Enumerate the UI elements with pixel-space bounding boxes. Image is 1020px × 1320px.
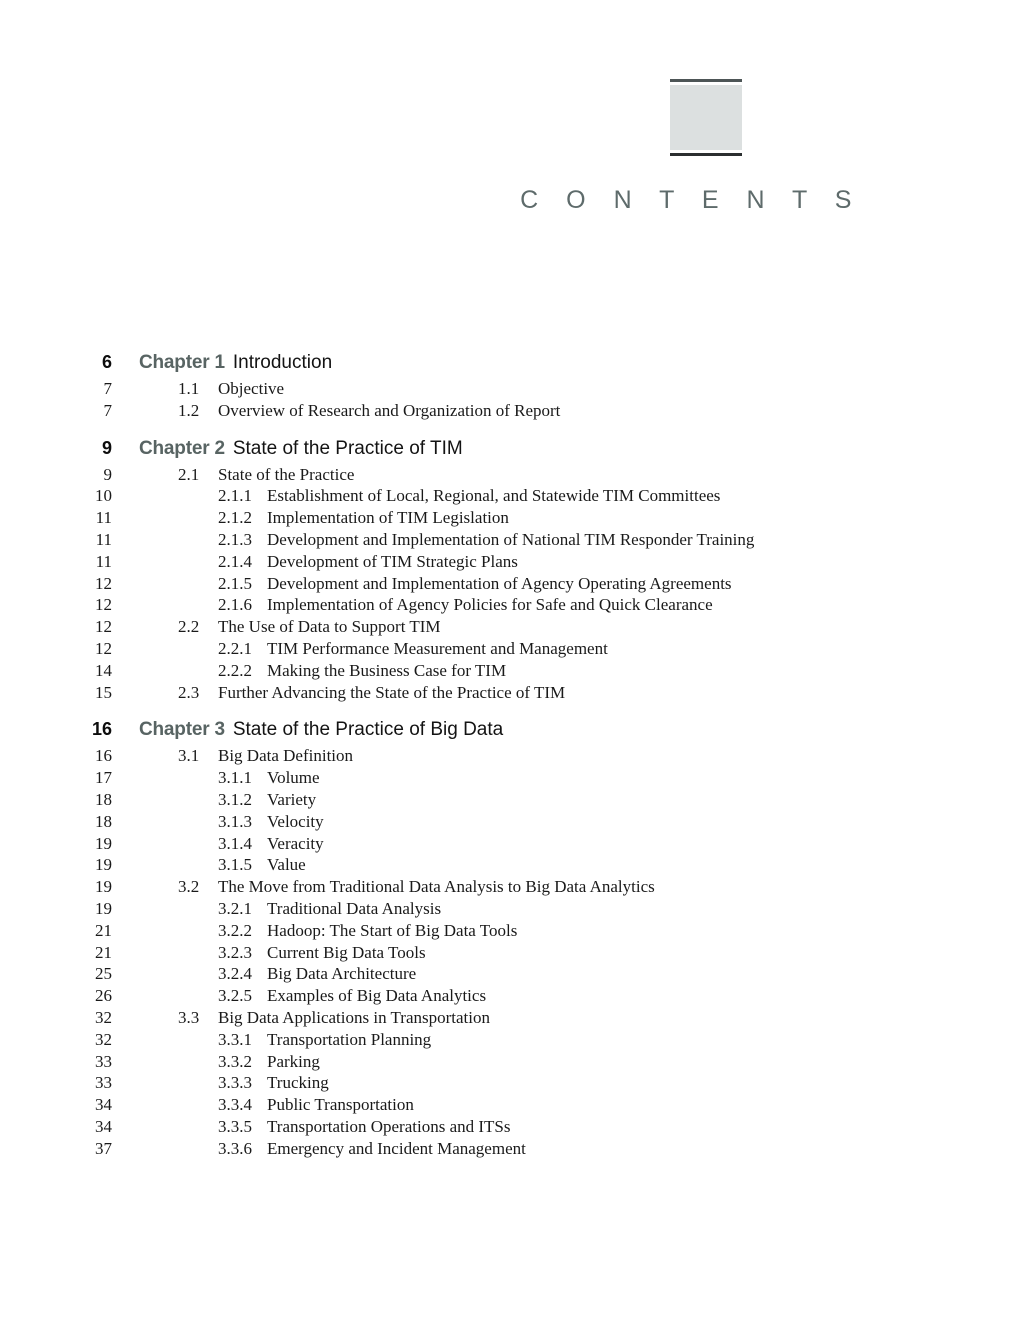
toc-page-number: 37 bbox=[95, 1138, 112, 1158]
toc-page-number: 32 bbox=[95, 1007, 112, 1027]
header-gray-box bbox=[670, 85, 742, 150]
toc-entry-title: Big Data Architecture bbox=[267, 964, 417, 984]
toc-section-number: 1.1 bbox=[178, 379, 200, 398]
toc-section-number: 2.2.2 bbox=[218, 660, 252, 680]
toc-entry bbox=[112, 351, 1020, 375]
toc-entry-row[interactable] bbox=[0, 594, 1020, 616]
toc-section-number: 3.3.6 bbox=[218, 1138, 252, 1158]
toc-entry-row[interactable] bbox=[0, 551, 1020, 573]
toc-entry-title: Value bbox=[267, 855, 306, 875]
toc-entry-row[interactable] bbox=[0, 378, 1020, 400]
toc-entry bbox=[112, 1051, 1020, 1073]
header-rule-top bbox=[670, 79, 742, 82]
toc-page-number: 12 bbox=[95, 638, 112, 658]
toc-entry-title: Big Data Applications in Transportation bbox=[218, 1007, 490, 1027]
toc-entry-row[interactable] bbox=[0, 920, 1020, 942]
toc-entry-title: Emergency and Incident Management bbox=[267, 1138, 526, 1158]
toc-entry-row[interactable] bbox=[0, 898, 1020, 920]
toc-entry-title: Trucking bbox=[267, 1073, 329, 1093]
toc-section-number: 3.3.5 bbox=[218, 1116, 252, 1136]
toc-page-number: 12 bbox=[95, 617, 112, 637]
toc-entry bbox=[112, 660, 1020, 682]
toc-section-number: 2.1.6 bbox=[218, 595, 252, 615]
toc-page-number: 16 bbox=[91, 719, 112, 740]
toc-entry bbox=[112, 638, 1020, 660]
toc-chapter-title: State of the Practice of TIM bbox=[232, 437, 463, 459]
toc-entry-row[interactable] bbox=[0, 529, 1020, 551]
toc-entry-row[interactable] bbox=[0, 1094, 1020, 1116]
toc-entry-row[interactable] bbox=[0, 985, 1020, 1007]
toc-section-number: 2.3 bbox=[178, 682, 200, 702]
toc-entry-title: State of the Practice bbox=[218, 464, 355, 484]
toc-entry-title: Establishment of Local, Regional, and Statewide TIM Committees bbox=[267, 486, 721, 506]
toc-entry-title: Development and Implementation of National TIM Responder Training bbox=[267, 529, 755, 549]
toc-section-number: 3.2.5 bbox=[218, 986, 252, 1006]
toc-entry-row[interactable] bbox=[0, 1072, 1020, 1094]
toc-entry bbox=[112, 616, 1020, 638]
toc-entry-row[interactable] bbox=[0, 767, 1020, 789]
toc-section-number: 2.1.5 bbox=[218, 573, 252, 593]
toc-chapter-label: Chapter 2 bbox=[139, 437, 225, 459]
toc-section-number: 3.3.3 bbox=[218, 1073, 252, 1093]
toc-section-number: 2.1.3 bbox=[218, 529, 252, 549]
toc-page-number: 21 bbox=[95, 920, 112, 940]
toc-entry-row[interactable] bbox=[0, 942, 1020, 964]
toc-section-number: 2.1.4 bbox=[218, 551, 252, 571]
toc-chapter-row[interactable] bbox=[0, 717, 1020, 742]
toc-entry-title: Volume bbox=[267, 768, 320, 788]
toc-entry bbox=[112, 529, 1020, 551]
toc-section-number: 3.2 bbox=[178, 877, 200, 897]
toc-entry-title: Further Advancing the State of the Practice of TIM bbox=[218, 682, 566, 702]
toc-entry-row[interactable] bbox=[0, 963, 1020, 985]
toc-entry-row[interactable] bbox=[0, 745, 1020, 767]
toc-page-number: 14 bbox=[95, 660, 112, 680]
toc-entry-title: Development and Implementation of Agency Operating Agreements bbox=[267, 573, 732, 593]
toc-entry-title: The Move from Traditional Data Analysis to Big Data Analytics bbox=[218, 877, 655, 897]
toc-section-number: 3.1.2 bbox=[218, 789, 252, 809]
toc-page-number: 19 bbox=[95, 877, 112, 897]
toc-entry-title: Big Data Definition bbox=[218, 746, 354, 766]
toc-section-number: 2.1.2 bbox=[218, 508, 252, 528]
toc-section-number: 3.3.4 bbox=[218, 1095, 252, 1115]
toc-page-number: 11 bbox=[95, 551, 112, 571]
toc-page-number: 19 bbox=[95, 855, 112, 875]
toc-entry bbox=[112, 854, 1020, 876]
toc-section-number: 1.2 bbox=[178, 400, 200, 420]
toc-entry-title: Public Transportation bbox=[267, 1095, 414, 1115]
toc-entry bbox=[112, 437, 1020, 461]
toc-page-number: 25 bbox=[95, 964, 112, 984]
toc-entry bbox=[112, 464, 1020, 486]
toc-entry bbox=[112, 876, 1020, 898]
toc-section-number: 3.3.2 bbox=[218, 1051, 252, 1071]
toc-entry bbox=[112, 767, 1020, 789]
toc-entry bbox=[112, 573, 1020, 595]
toc-entry-title: Implementation of TIM Legislation bbox=[267, 508, 509, 528]
header-rule-bottom bbox=[670, 153, 742, 156]
toc-entry bbox=[112, 594, 1020, 616]
toc-entry-row[interactable] bbox=[0, 789, 1020, 811]
toc-entry bbox=[112, 745, 1020, 767]
toc-entry-row[interactable] bbox=[0, 1007, 1020, 1029]
toc-page-number: 16 bbox=[95, 746, 112, 766]
toc-entry-title: Variety bbox=[267, 789, 317, 809]
toc-entry-row[interactable] bbox=[0, 1029, 1020, 1051]
toc-page-number: 21 bbox=[95, 942, 112, 962]
toc-entry-row[interactable] bbox=[0, 682, 1020, 704]
toc-chapter-row[interactable] bbox=[0, 436, 1020, 461]
toc-page-number: 12 bbox=[95, 595, 112, 615]
toc-entry bbox=[112, 833, 1020, 855]
toc-entry bbox=[112, 1072, 1020, 1094]
page-title: C O N T E N T S bbox=[520, 186, 862, 214]
toc-entry-title: Implementation of Agency Policies for Safe and Quick Clearance bbox=[267, 595, 713, 615]
toc-entry bbox=[112, 1094, 1020, 1116]
toc-section-number: 2.1 bbox=[178, 464, 200, 484]
toc-entry-title: Traditional Data Analysis bbox=[267, 898, 442, 918]
toc-section-number: 2.2.1 bbox=[218, 638, 252, 658]
toc-entry bbox=[112, 1116, 1020, 1138]
toc-entry-row[interactable] bbox=[0, 854, 1020, 876]
toc-section-number: 3.2.3 bbox=[218, 942, 252, 962]
toc-section-number: 3.1.1 bbox=[218, 768, 252, 788]
toc-entry-title: Making the Business Case for TIM bbox=[267, 660, 507, 680]
toc-page-number: 34 bbox=[95, 1095, 112, 1115]
toc-section-number: 3.3.1 bbox=[218, 1029, 252, 1049]
toc-entry-row[interactable] bbox=[0, 464, 1020, 486]
toc-entry-row[interactable] bbox=[0, 485, 1020, 507]
toc-entry bbox=[112, 920, 1020, 942]
toc-entry-row[interactable] bbox=[0, 1051, 1020, 1073]
toc-chapter-label: Chapter 1 bbox=[139, 352, 225, 373]
toc-page-number: 33 bbox=[95, 1051, 112, 1071]
toc-entry bbox=[112, 789, 1020, 811]
toc-entry-row[interactable] bbox=[0, 876, 1020, 898]
toc-entry bbox=[112, 963, 1020, 985]
toc-entry-title: Overview of Research and Organization of Report bbox=[218, 400, 561, 420]
toc-entry bbox=[112, 985, 1020, 1007]
toc-page-number: 34 bbox=[95, 1116, 112, 1136]
toc-section-number: 3.2.2 bbox=[218, 920, 252, 940]
toc-page-number: 19 bbox=[95, 833, 112, 853]
toc-page-number: 7 bbox=[103, 400, 112, 420]
toc-page-number: 18 bbox=[95, 789, 112, 809]
toc-page-number: 9 bbox=[101, 437, 112, 458]
toc-entry-title: Objective bbox=[218, 379, 285, 398]
toc-entry bbox=[112, 811, 1020, 833]
toc-page-number: 7 bbox=[103, 379, 112, 398]
toc-entry-row[interactable] bbox=[0, 833, 1020, 855]
toc-page-number: 11 bbox=[95, 508, 112, 528]
toc-entry-title: Transportation Planning bbox=[267, 1029, 432, 1049]
toc-chapter-label: Chapter 3 bbox=[139, 719, 225, 741]
table-of-contents bbox=[0, 336, 1020, 1160]
toc-entry bbox=[112, 507, 1020, 529]
toc-page-number: 17 bbox=[95, 768, 112, 788]
toc-page-number: 33 bbox=[95, 1073, 112, 1093]
toc-section-number: 2.2 bbox=[178, 617, 200, 637]
toc-entry bbox=[112, 1007, 1020, 1029]
toc-entry-row[interactable] bbox=[0, 638, 1020, 660]
toc-section-number: 3.3 bbox=[178, 1007, 200, 1027]
toc-chapter-title: Introduction bbox=[232, 352, 333, 373]
toc-entry bbox=[112, 1029, 1020, 1051]
toc-page-number: 19 bbox=[95, 898, 112, 918]
header-decorative-mark bbox=[670, 79, 742, 156]
toc-entry bbox=[112, 682, 1020, 704]
toc-entry-title: Hadoop: The Start of Big Data Tools bbox=[267, 920, 518, 940]
toc-chapter-title: State of the Practice of Big Data bbox=[232, 719, 504, 741]
toc-page-number: 11 bbox=[95, 529, 112, 549]
toc-section-number: 3.1.3 bbox=[218, 811, 252, 831]
toc-section-number: 2.1.1 bbox=[218, 486, 252, 506]
toc-entry bbox=[112, 378, 1020, 400]
toc-section-number: 3.2.4 bbox=[218, 964, 252, 984]
toc-entry bbox=[112, 718, 1020, 742]
toc-page-number: 12 bbox=[95, 573, 112, 593]
toc-entry-title: Parking bbox=[267, 1051, 320, 1071]
toc-section-number: 3.1 bbox=[178, 746, 200, 766]
toc-page-number: 26 bbox=[95, 986, 112, 1006]
toc-entry bbox=[112, 1138, 1020, 1160]
toc-entry-title: Velocity bbox=[267, 811, 324, 831]
toc-chapter-row[interactable] bbox=[0, 350, 1020, 375]
toc-section-number: 3.2.1 bbox=[218, 898, 252, 918]
toc-section-number: 3.1.5 bbox=[218, 855, 252, 875]
toc-page-number: 32 bbox=[95, 1029, 112, 1049]
toc-page-number: 18 bbox=[95, 811, 112, 831]
toc-entry-row[interactable] bbox=[0, 1116, 1020, 1138]
toc-entry-row[interactable] bbox=[0, 1138, 1020, 1160]
toc-entry bbox=[112, 485, 1020, 507]
toc-entry-row[interactable] bbox=[0, 573, 1020, 595]
toc-entry-title: Development of TIM Strategic Plans bbox=[267, 551, 518, 571]
toc-entry bbox=[112, 400, 1020, 422]
toc-entry-row[interactable] bbox=[0, 507, 1020, 529]
toc-entry-row[interactable] bbox=[0, 660, 1020, 682]
toc-entry-title: Examples of Big Data Analytics bbox=[267, 986, 487, 1006]
toc-entry bbox=[112, 551, 1020, 573]
toc-entry-row[interactable] bbox=[0, 616, 1020, 638]
toc-entry-row[interactable] bbox=[0, 400, 1020, 422]
toc-page-number: 10 bbox=[95, 486, 112, 506]
toc-entry-title: Veracity bbox=[267, 833, 324, 853]
toc-entry-title: TIM Performance Measurement and Management bbox=[267, 638, 608, 658]
toc-page-number: 15 bbox=[95, 682, 112, 702]
toc-entry-title: The Use of Data to Support TIM bbox=[218, 617, 441, 637]
toc-entry-row[interactable] bbox=[0, 811, 1020, 833]
toc-entry-title: Transportation Operations and ITSs bbox=[267, 1116, 511, 1136]
toc-entry bbox=[112, 942, 1020, 964]
toc-entry bbox=[112, 898, 1020, 920]
toc-entry-title: Current Big Data Tools bbox=[267, 942, 426, 962]
toc-page-number: 9 bbox=[103, 464, 112, 484]
toc-page-number: 6 bbox=[101, 352, 112, 372]
toc-section-number: 3.1.4 bbox=[218, 833, 252, 853]
